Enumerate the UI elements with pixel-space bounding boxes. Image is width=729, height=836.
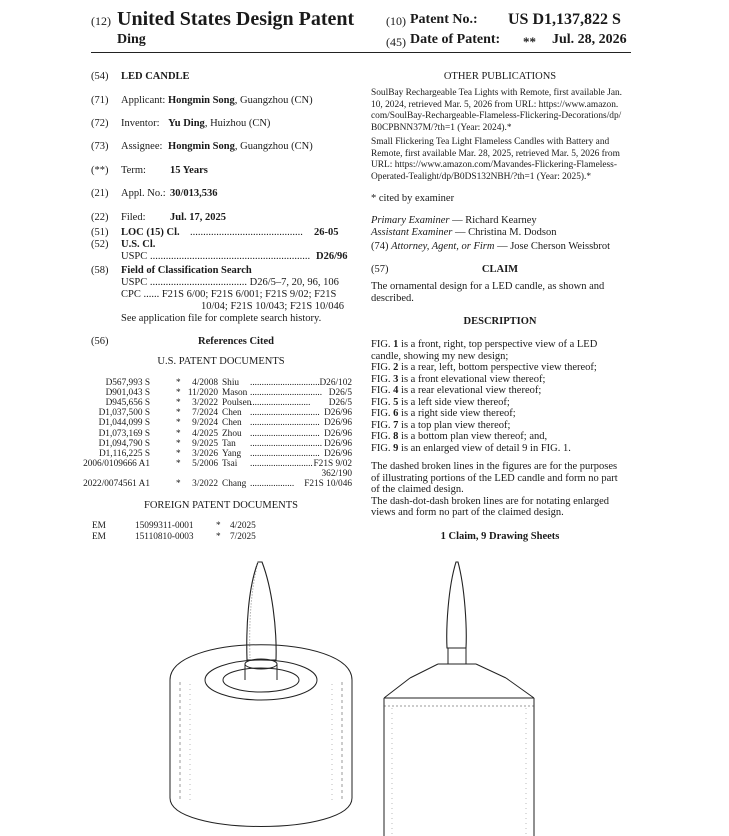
date-of-patent: Jul. 28, 2026 xyxy=(552,32,627,47)
publication-line: URL: https://www.amazon.com/Mavandes-Flickering-Flameless- xyxy=(371,160,617,170)
us-patent-doc-star: * xyxy=(176,378,181,388)
field-term-num: (**) xyxy=(91,165,109,176)
us-patent-doc-class: D26/96 xyxy=(324,408,352,419)
field-search-cpc: CPC ...... F21S 6/00; F21S 6/001; F21S 9/02; F21S xyxy=(121,289,337,300)
us-patent-doc-number: D567,993 S xyxy=(105,378,150,388)
us-patent-doc-date: 3/2022 xyxy=(192,479,218,489)
description-line xyxy=(371,374,633,386)
us-patent-doc-dots: ................... xyxy=(250,479,295,489)
us-patent-doc-dots: ............................... xyxy=(250,438,323,449)
date-code: (45) xyxy=(386,35,406,49)
us-patent-doc-star: * xyxy=(176,418,181,429)
us-patent-doc-name: Tan xyxy=(222,438,236,449)
description-line xyxy=(371,408,633,420)
publication-2 xyxy=(371,137,633,183)
inventor-name: Yu Ding xyxy=(168,118,205,129)
note-line: of the claimed design. xyxy=(371,484,464,495)
us-patent-doc-number: 2006/0109666 A1 xyxy=(83,458,150,469)
foreign-doc-date: 4/2025 xyxy=(230,521,256,531)
design-drawing xyxy=(0,548,729,836)
us-patent-doc-star: * xyxy=(176,388,181,399)
field-51-label: LOC (15) Cl. xyxy=(121,227,180,238)
foreign-doc-country: EM xyxy=(92,521,106,531)
us-patent-doc-star: * xyxy=(176,398,181,409)
primary-examiner xyxy=(371,215,537,227)
us-patent-doc-number: D901,043 S xyxy=(105,388,150,399)
us-patent-doc-dots: ............................... xyxy=(250,388,323,399)
foreign-doc-date: 7/2025 xyxy=(230,532,256,542)
assignee-location: , Guangzhou (CN) xyxy=(234,141,313,152)
uspc-label: USPC xyxy=(121,251,148,262)
fig-description: is a rear, left, bottom perspective view thereof; xyxy=(398,362,597,373)
us-patent-doc-number: D1,044,099 S xyxy=(98,418,150,429)
field-58-label: Field of Classification Search xyxy=(121,265,252,276)
field-51-dots: ........................................... xyxy=(190,227,303,238)
header-rule xyxy=(91,52,631,53)
us-patent-doc-star: * xyxy=(176,448,181,459)
attorney-label: Attorney, Agent, or Firm xyxy=(391,241,495,252)
fig-description: is a bottom plan view thereof; and, xyxy=(398,431,548,442)
fig-number: 7 xyxy=(393,419,399,431)
field-22-num: (22) xyxy=(91,212,109,223)
field-21-num: (21) xyxy=(91,188,109,199)
fig-number: 5 xyxy=(393,396,399,408)
us-patent-doc-date: 5/2006 xyxy=(192,458,218,469)
candle-perspective-view xyxy=(170,562,352,827)
us-patent-doc-date: 9/2024 xyxy=(192,418,218,429)
fig-description: candle, showing my new design; xyxy=(371,350,509,362)
fig-number: 6 xyxy=(393,408,399,419)
note-line: of illustrating portions of the LED candle and form no part xyxy=(371,472,618,484)
us-patent-doc-class: F21S 10/046 xyxy=(304,479,352,489)
fig-prefix: FIG. xyxy=(371,431,394,442)
us-patent-doc-number: D1,094,790 S xyxy=(98,438,150,449)
field-51-num: (51) xyxy=(91,227,109,238)
foreign-patent-docs-heading: FOREIGN PATENT DOCUMENTS xyxy=(143,500,299,511)
foreign-doc-number: 15099311-0001 xyxy=(135,521,194,531)
claim-heading: CLAIM xyxy=(481,264,519,275)
us-patent-doc-name: Zhou xyxy=(222,428,242,439)
description-heading: DESCRIPTION xyxy=(463,316,537,327)
inventor-surname: Ding xyxy=(117,32,146,47)
field-54-num: (54) xyxy=(91,71,109,82)
search-history-note: See application file for complete search history. xyxy=(121,313,322,324)
appl-no-value: 30/013,536 xyxy=(170,188,218,199)
us-patent-doc-number: D1,037,500 S xyxy=(98,408,150,419)
us-patent-doc-row xyxy=(83,479,352,490)
attorney-num: (74) xyxy=(371,241,389,252)
note-line: The dashed broken lines in the figures are for the purposes xyxy=(371,461,618,472)
inventor-location: , Huizhou (CN) xyxy=(204,118,271,129)
us-patent-doc-star: * xyxy=(176,428,181,439)
assignee-name: Hongmin Song xyxy=(168,141,235,152)
us-patent-doc-number: D945,656 S xyxy=(105,398,150,409)
description-line xyxy=(371,397,633,409)
fig-prefix: FIG. xyxy=(371,373,394,385)
fig-prefix: FIG. xyxy=(371,408,394,419)
us-patent-doc-number: D1,116,225 S xyxy=(98,448,150,459)
assistant-examiner xyxy=(371,227,557,239)
field-72-label: Inventor: xyxy=(121,118,160,129)
date-stars: ** xyxy=(523,34,536,49)
other-publications-heading: OTHER PUBLICATIONS xyxy=(443,71,557,82)
applicant-name: Hongmin Song xyxy=(167,95,235,106)
us-patent-doc-class: F21S 9/02 xyxy=(313,458,352,469)
field-71-label: Applicant: xyxy=(121,95,166,106)
fig-description: is a front, right, top perspective view of a LED xyxy=(398,339,598,350)
us-patent-doc-dots: .............................. xyxy=(250,418,320,429)
publication-line: Small Flickering Tea Light Flameless Candles with Battery and xyxy=(371,137,610,147)
date-of-patent-label: Date of Patent: xyxy=(410,32,501,47)
fig-prefix: FIG. xyxy=(371,419,394,431)
fig-description: is a rear elevational view thereof; xyxy=(398,385,542,396)
description-line xyxy=(371,385,633,397)
us-patent-doc-dots: .............................. xyxy=(250,428,320,439)
description-line xyxy=(371,420,633,432)
fig-description: is a top plan view thereof; xyxy=(398,419,511,431)
publication-line: com/SoulBay-Rechargeable-Flameless-Flickering-Decorations/dp/ xyxy=(371,111,622,121)
claim-line: described. xyxy=(371,293,414,304)
description-line xyxy=(371,431,633,443)
field-72-num: (72) xyxy=(91,118,109,129)
us-patent-doc-class: D26/96 xyxy=(324,448,352,459)
fig-prefix: FIG. xyxy=(371,339,394,350)
patent-number: US D1,137,822 S xyxy=(508,11,621,28)
dashed-lines-note xyxy=(371,461,633,519)
us-patent-doc-star: * xyxy=(176,479,181,489)
kind-code-12: (12) xyxy=(91,14,111,28)
fig-prefix: FIG. xyxy=(371,442,394,454)
publication-line: B0CPBNN37M/?th=1 (Year: 2024).* xyxy=(371,122,512,133)
field-73-num: (73) xyxy=(91,141,109,152)
fig-description: is a front elevational view thereof; xyxy=(398,373,546,385)
fig-number: 1 xyxy=(393,339,399,350)
us-patent-doc-class: D26/96 xyxy=(324,418,352,429)
field-72 xyxy=(121,118,270,130)
us-patent-doc-name: Yang xyxy=(222,448,242,459)
field-73-label: Assignee: xyxy=(121,141,163,152)
patent-no-code: (10) xyxy=(386,14,406,28)
field-56-num: (56) xyxy=(91,336,109,347)
references-cited-heading: References Cited xyxy=(198,336,274,347)
field-term-label: Term: xyxy=(121,165,146,176)
cited-by-examiner: * cited by examiner xyxy=(371,193,455,204)
us-patent-doc-date: 7/2024 xyxy=(192,408,218,419)
us-patent-doc-dots: .......................... xyxy=(250,398,311,409)
us-patent-doc-dots: .............................. xyxy=(250,448,320,459)
patent-no-label: Patent No.: xyxy=(410,12,478,27)
us-patent-doc-date: 4/2008 xyxy=(192,378,218,388)
fig-prefix: FIG. xyxy=(371,362,394,373)
fig-number: 3 xyxy=(393,373,399,385)
us-patent-doc-date: 11/2020 xyxy=(187,388,218,399)
us-patent-doc-name: Chen xyxy=(222,408,242,419)
claim-line: The ornamental design for a LED candle, as shown and xyxy=(371,281,605,292)
foreign-doc-star: * xyxy=(216,521,221,531)
fig-description: is an enlarged view of detail 9 in FIG. 1. xyxy=(398,442,571,454)
foreign-doc-row xyxy=(92,521,352,532)
publication-line: Operated-Tealight/dp/B0DS132NBH/?th=1 (Year: 2025).* xyxy=(371,171,592,182)
field-52-label: U.S. Cl. xyxy=(121,239,156,250)
field-58-num: (58) xyxy=(91,265,109,276)
fig-number: 8 xyxy=(393,431,399,442)
field-search-cpc-cont: 10/04; F21S 10/043; F21S 10/046 xyxy=(201,301,344,312)
us-patent-doc-name: Chang xyxy=(222,479,247,489)
description-line xyxy=(371,443,633,455)
claim-text xyxy=(371,281,633,305)
us-patent-docs-heading: U.S. PATENT DOCUMENTS xyxy=(157,356,285,367)
fig-number: 4 xyxy=(393,385,399,396)
us-class-value: D26/96 xyxy=(316,251,348,262)
us-patent-doc-dots: .............................. xyxy=(250,408,320,419)
description-line xyxy=(371,339,633,351)
us-patent-doc-class: D26/96 xyxy=(324,428,352,439)
candle-side-view xyxy=(384,562,534,836)
foreign-doc-country: EM xyxy=(92,532,106,542)
us-patent-doc-class-2: 362/190 xyxy=(321,468,352,479)
claim-num: (57) xyxy=(371,264,389,275)
fig-description: is a left side view thereof; xyxy=(398,396,510,408)
field-54-title: LED CANDLE xyxy=(121,71,190,82)
fig-number: 2 xyxy=(393,362,399,373)
foreign-doc-row xyxy=(92,532,352,543)
us-patent-doc-number: 2022/0074561 A1 xyxy=(83,479,150,489)
publication-1 xyxy=(371,88,633,134)
us-patent-doc-star: * xyxy=(176,458,181,469)
us-patent-doc-name: Shiu xyxy=(222,378,240,388)
us-patent-doc-star: * xyxy=(176,438,181,449)
primary-examiner-name: — Richard Kearney xyxy=(449,215,537,226)
us-patent-doc-date: 3/2022 xyxy=(192,398,218,409)
field-52-dots: ............................................................. xyxy=(150,251,311,262)
publication-line: Remote, first available Mar. 28, 2025, retrieved Mar. 5, 2026 from xyxy=(371,148,620,159)
publication-line: 10, 2024, retrieved Mar. 5, 2026 from URL: https://www.amazon. xyxy=(371,99,619,110)
us-patent-doc-star: * xyxy=(176,408,181,419)
attorney xyxy=(371,241,610,253)
fig-description: is a right side view thereof; xyxy=(398,408,516,419)
field-22-label: Filed: xyxy=(121,212,146,223)
us-patent-doc-number: D1,073,169 S xyxy=(98,428,150,439)
us-patent-doc-date: 4/2025 xyxy=(192,428,218,439)
loc-class-value: 26-05 xyxy=(314,227,339,238)
field-71-num: (71) xyxy=(91,95,109,106)
us-patent-doc-date: 9/2025 xyxy=(192,438,218,449)
field-21-label: Appl. No.: xyxy=(121,188,166,199)
foreign-doc-number: 15110810-0003 xyxy=(135,532,194,542)
field-73 xyxy=(121,141,313,153)
foreign-doc-star: * xyxy=(216,532,221,542)
patent-type-title: United States Design Patent xyxy=(117,8,355,30)
fig-prefix: FIG. xyxy=(371,385,394,396)
us-patent-doc-date: 3/2026 xyxy=(192,448,218,459)
note-line: views and form no part of the claimed design. xyxy=(371,507,564,518)
claims-sheets-count: 1 Claim, 9 Drawing Sheets xyxy=(440,531,560,542)
attorney-name: — Jose Cherson Weissbrot xyxy=(494,241,611,252)
field-52-num: (52) xyxy=(91,239,109,250)
field-71 xyxy=(121,95,313,107)
term-value: 15 Years xyxy=(170,165,208,176)
filed-value: Jul. 17, 2025 xyxy=(170,212,227,223)
description-line xyxy=(371,362,633,374)
us-patent-doc-name: Tsai xyxy=(222,458,238,469)
us-patent-doc-class: D26/5 xyxy=(328,398,352,409)
us-patent-doc-name: Mason xyxy=(222,388,248,399)
primary-examiner-label: Primary Examiner xyxy=(371,215,450,226)
us-patent-doc-class: D26/96 xyxy=(324,438,352,449)
us-patent-doc-name: Chen xyxy=(222,418,242,429)
note-line: The dash-dot-dash broken lines are for notating enlarged xyxy=(371,495,610,507)
field-search-uspc: USPC ..................................... D26/5–7, 20, 96, 106 xyxy=(121,277,339,288)
fig-prefix: FIG. xyxy=(371,396,394,408)
description-list xyxy=(371,339,633,454)
us-patent-doc-dots: ........................... xyxy=(250,458,313,469)
applicant-location: , Guangzhou (CN) xyxy=(234,95,313,106)
us-patent-doc-dots: .............................. xyxy=(250,378,320,388)
fig-number: 9 xyxy=(393,442,399,454)
description-line xyxy=(371,351,633,363)
us-patent-doc-class: D26/5 xyxy=(328,388,352,399)
assistant-examiner-name: — Christina M. Dodson xyxy=(452,227,557,238)
us-patent-doc-name: Poulsen xyxy=(222,398,252,409)
assistant-examiner-label: Assistant Examiner xyxy=(371,227,453,238)
us-patent-doc-class: D26/102 xyxy=(319,378,352,388)
publication-line: SoulBay Rechargeable Tea Lights with Remote, first available Jan. xyxy=(371,88,623,98)
